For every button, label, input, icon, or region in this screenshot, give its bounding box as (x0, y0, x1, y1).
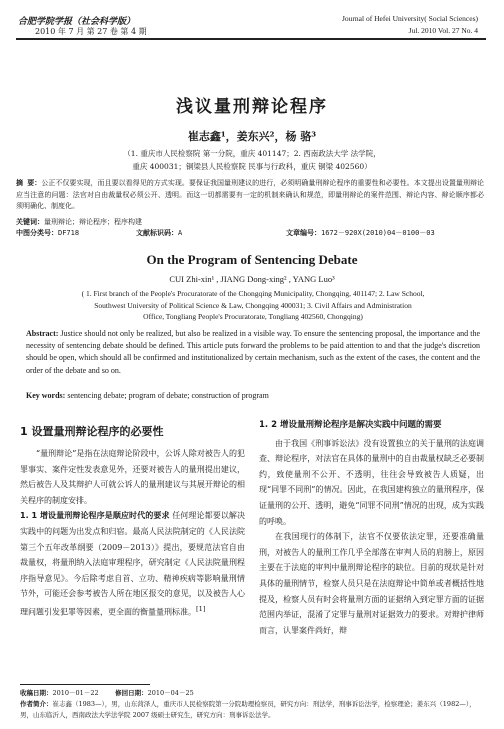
footnote (20, 688, 484, 721)
body-paragraph: 由于我国《刑事诉讼法》没有设置独立的关于量刑的法庭调查、辩论程序，对法官在具体的量刑中的自由裁量权缺乏必要制约，致使量刑不公开、不透明，往往会导致被告人质疑，出现“同罪不同刑”的情况。因此，在我国建构独立的量刑程序，保证量刑的公开、透明，避免“同罪不同刑”情况的出现，成为实践的呼唤。 (259, 438, 484, 526)
abstract-cn-label: 摘 要： (16, 179, 42, 187)
reference-mark: [1] (196, 604, 206, 613)
revised-label: 修回日期： (115, 689, 148, 697)
article-no-value: 1672－920X(2010)04－0100－03 (321, 229, 435, 237)
affiliation-line-en: Office, Tongliang People's Procuratorate, Tongliang 402560, Chongqing) (143, 312, 363, 321)
subsection-heading: 1. 1 增设量刑辩论程序是顺应时代的要求 (20, 511, 170, 521)
body-paragraph: 在我国现行的体制下，法官不仅要依法定罪，还要准确量刑，对被告人的量刑工作几乎全部落在审判人员的肩膀上，原因主要在于法庭的审判中量刑辩论程序的缺位。目前的现状是针对具体的量刑情节，检察人员只是在法庭辩论中简单或者概括性地提及，检察人员有时会将量刑方面的证据纳入到定罪方面的证据范围内举证，混淆了定罪与量刑对证据效力的要求。对辩护律师而言，认罪案件尚好，辩 (259, 532, 484, 635)
body-paragraph: “量刑辩论”是指在法庭辩论阶段中，公诉人除对被告人的犯罪事实、案件定性发表意见外，还要对被告人的量刑提出建议，然后被告人及其辩护人可就公诉人的量刑建议与其展开辩论的相关程序的制度安排。 (20, 449, 245, 505)
doc-code-value: A (178, 229, 183, 237)
affiliations-cn (0, 147, 504, 173)
journal-name-en: Journal of Hefei University( Social Sciences) (342, 14, 478, 23)
subsection-heading: 1. 2 增设量刑辩论程序是解决实践中问题的需要 (259, 420, 442, 430)
header-rule (16, 38, 486, 40)
keywords-en-label: Key words: (26, 391, 66, 400)
keywords-en (26, 391, 480, 400)
received-date: 2010－01－22 (52, 689, 99, 697)
paper-title-cn: 浅议量刑辩论程序 (176, 97, 328, 117)
clc-value: DF718 (58, 229, 80, 237)
article-no-label: 文章编号： (286, 229, 321, 237)
affiliation-line: 重庆 400031；铜梁县人民检察院 民事与行政科，重庆 铜梁 402560） (132, 162, 372, 171)
keywords-cn-label: 关键词： (16, 218, 44, 226)
body-column-left (20, 418, 245, 620)
affiliation-line-en: ( 1. First branch of the People's Procuratorate of the Chongqing Municipality, Chongqing, 401147; 2. Law School, (81, 289, 425, 298)
issue-info-cn: 2010 年 7 月 第 27 卷 第 4 期 (35, 27, 147, 36)
abstract-cn (16, 178, 484, 213)
journal-name-cn: 合肥学院学报（社会科学版） (18, 17, 136, 27)
abstract-en (26, 328, 480, 377)
abstract-en-label: Abstract: (26, 329, 59, 338)
section-heading: 1 设置量刑辩论程序的必要性 (20, 425, 164, 438)
revised-date: 2010－04－25 (147, 689, 194, 697)
authors-en: CUI Zhi-xin¹ , JIANG Dong-xing² , YANG Luo³ (169, 274, 335, 284)
issue-info-en: Jul. 2010 Vol. 27 No. 4 (408, 26, 478, 35)
keywords-cn (16, 217, 142, 227)
body-column-right (259, 418, 484, 638)
footnote-bio (20, 699, 484, 721)
clc-field (16, 228, 136, 238)
authors-cn: 崔志鑫¹，姜东兴²，杨 骆³ (187, 130, 317, 143)
bio-text: 崔志鑫（1983—），男，山东菏泽人，重庆市人民检察院第一分院助理检察员，研究方向：刑法学，刑事诉讼法学，检察理论；姜东兴（1982—），男，山东临沂人，西南政法大学法学院 2007 级硕士研究生，研究方向：刑事诉讼法学。 (20, 700, 476, 719)
affiliation-line-en: Southwest University of Political Science & Law, Chongqing 400031; 3. Civil Affairs and Administration (94, 300, 412, 310)
abstract-cn-text: 公正不仅要实现，而且要以看得见的方式实现。要保证我国量刑建议的进行，必须明确量刑辩论程序的重要性和必要性。本文提出设置量刑辩论应当注意的问题：法官对自由裁量权必须公开、透明。而这一切都需要有一定的机制来确认和规范，即量刑辩论的案件范围、辩论内容、辩论顺序都必须明确化、制度化。 (16, 179, 484, 210)
received-label: 收稿日期： (20, 689, 53, 697)
subsection-text: 任何理论都要以解决实践中的问题为出发点和归宿。最高人民法院制定的《人民法院第三个五年改革纲要（2009－2013）》提出，要规范法官自由裁量权，将量刑纳入法庭审理程序，研究制定《人民法院量刑程序指导意见》。今后除考虑自首、立功、精神疾病等影响量刑情节外，可能还会参考被告人所在地区报交的意见，以及被告人心理问题引发犯罪等因素，更全面的衡量量刑标准。 (20, 511, 246, 617)
keywords-cn-text: 量刑辩论；辩论程序；程序构建 (44, 218, 142, 226)
footnote-rule (20, 684, 150, 685)
footnote-dates (20, 688, 484, 699)
doc-code-field (136, 228, 286, 238)
affiliations-en (18, 288, 488, 323)
bio-label: 作者简介： (20, 700, 53, 708)
keywords-en-text: sentencing debate; program of debate; construction of program (67, 391, 269, 400)
affiliation-line: （1. 重庆市人民检察院 第一分院，重庆 401147；2. 西南政法大学 法学院， (123, 149, 381, 158)
classification-row (16, 228, 484, 238)
doc-code-label: 文献标识码： (136, 229, 178, 237)
body-paragraph (20, 508, 245, 620)
paper-title-en: On the Program of Sentencing Debate (146, 252, 358, 267)
article-no-field (286, 228, 435, 238)
clc-label: 中图分类号： (16, 229, 58, 237)
abstract-en-text: Justice should not only be realized, but also be realized in a visible way. To ensure the sentencing proposal, the importance and the necessity of sentencing debate should be defined. This article puts forward the problems to be paid attention to and that the judge's discretion should be open, which should all be confirmed and institutionalized by certain mechanism, such as the extent of the cases, the content and the order of the debate and so on. (26, 329, 481, 375)
